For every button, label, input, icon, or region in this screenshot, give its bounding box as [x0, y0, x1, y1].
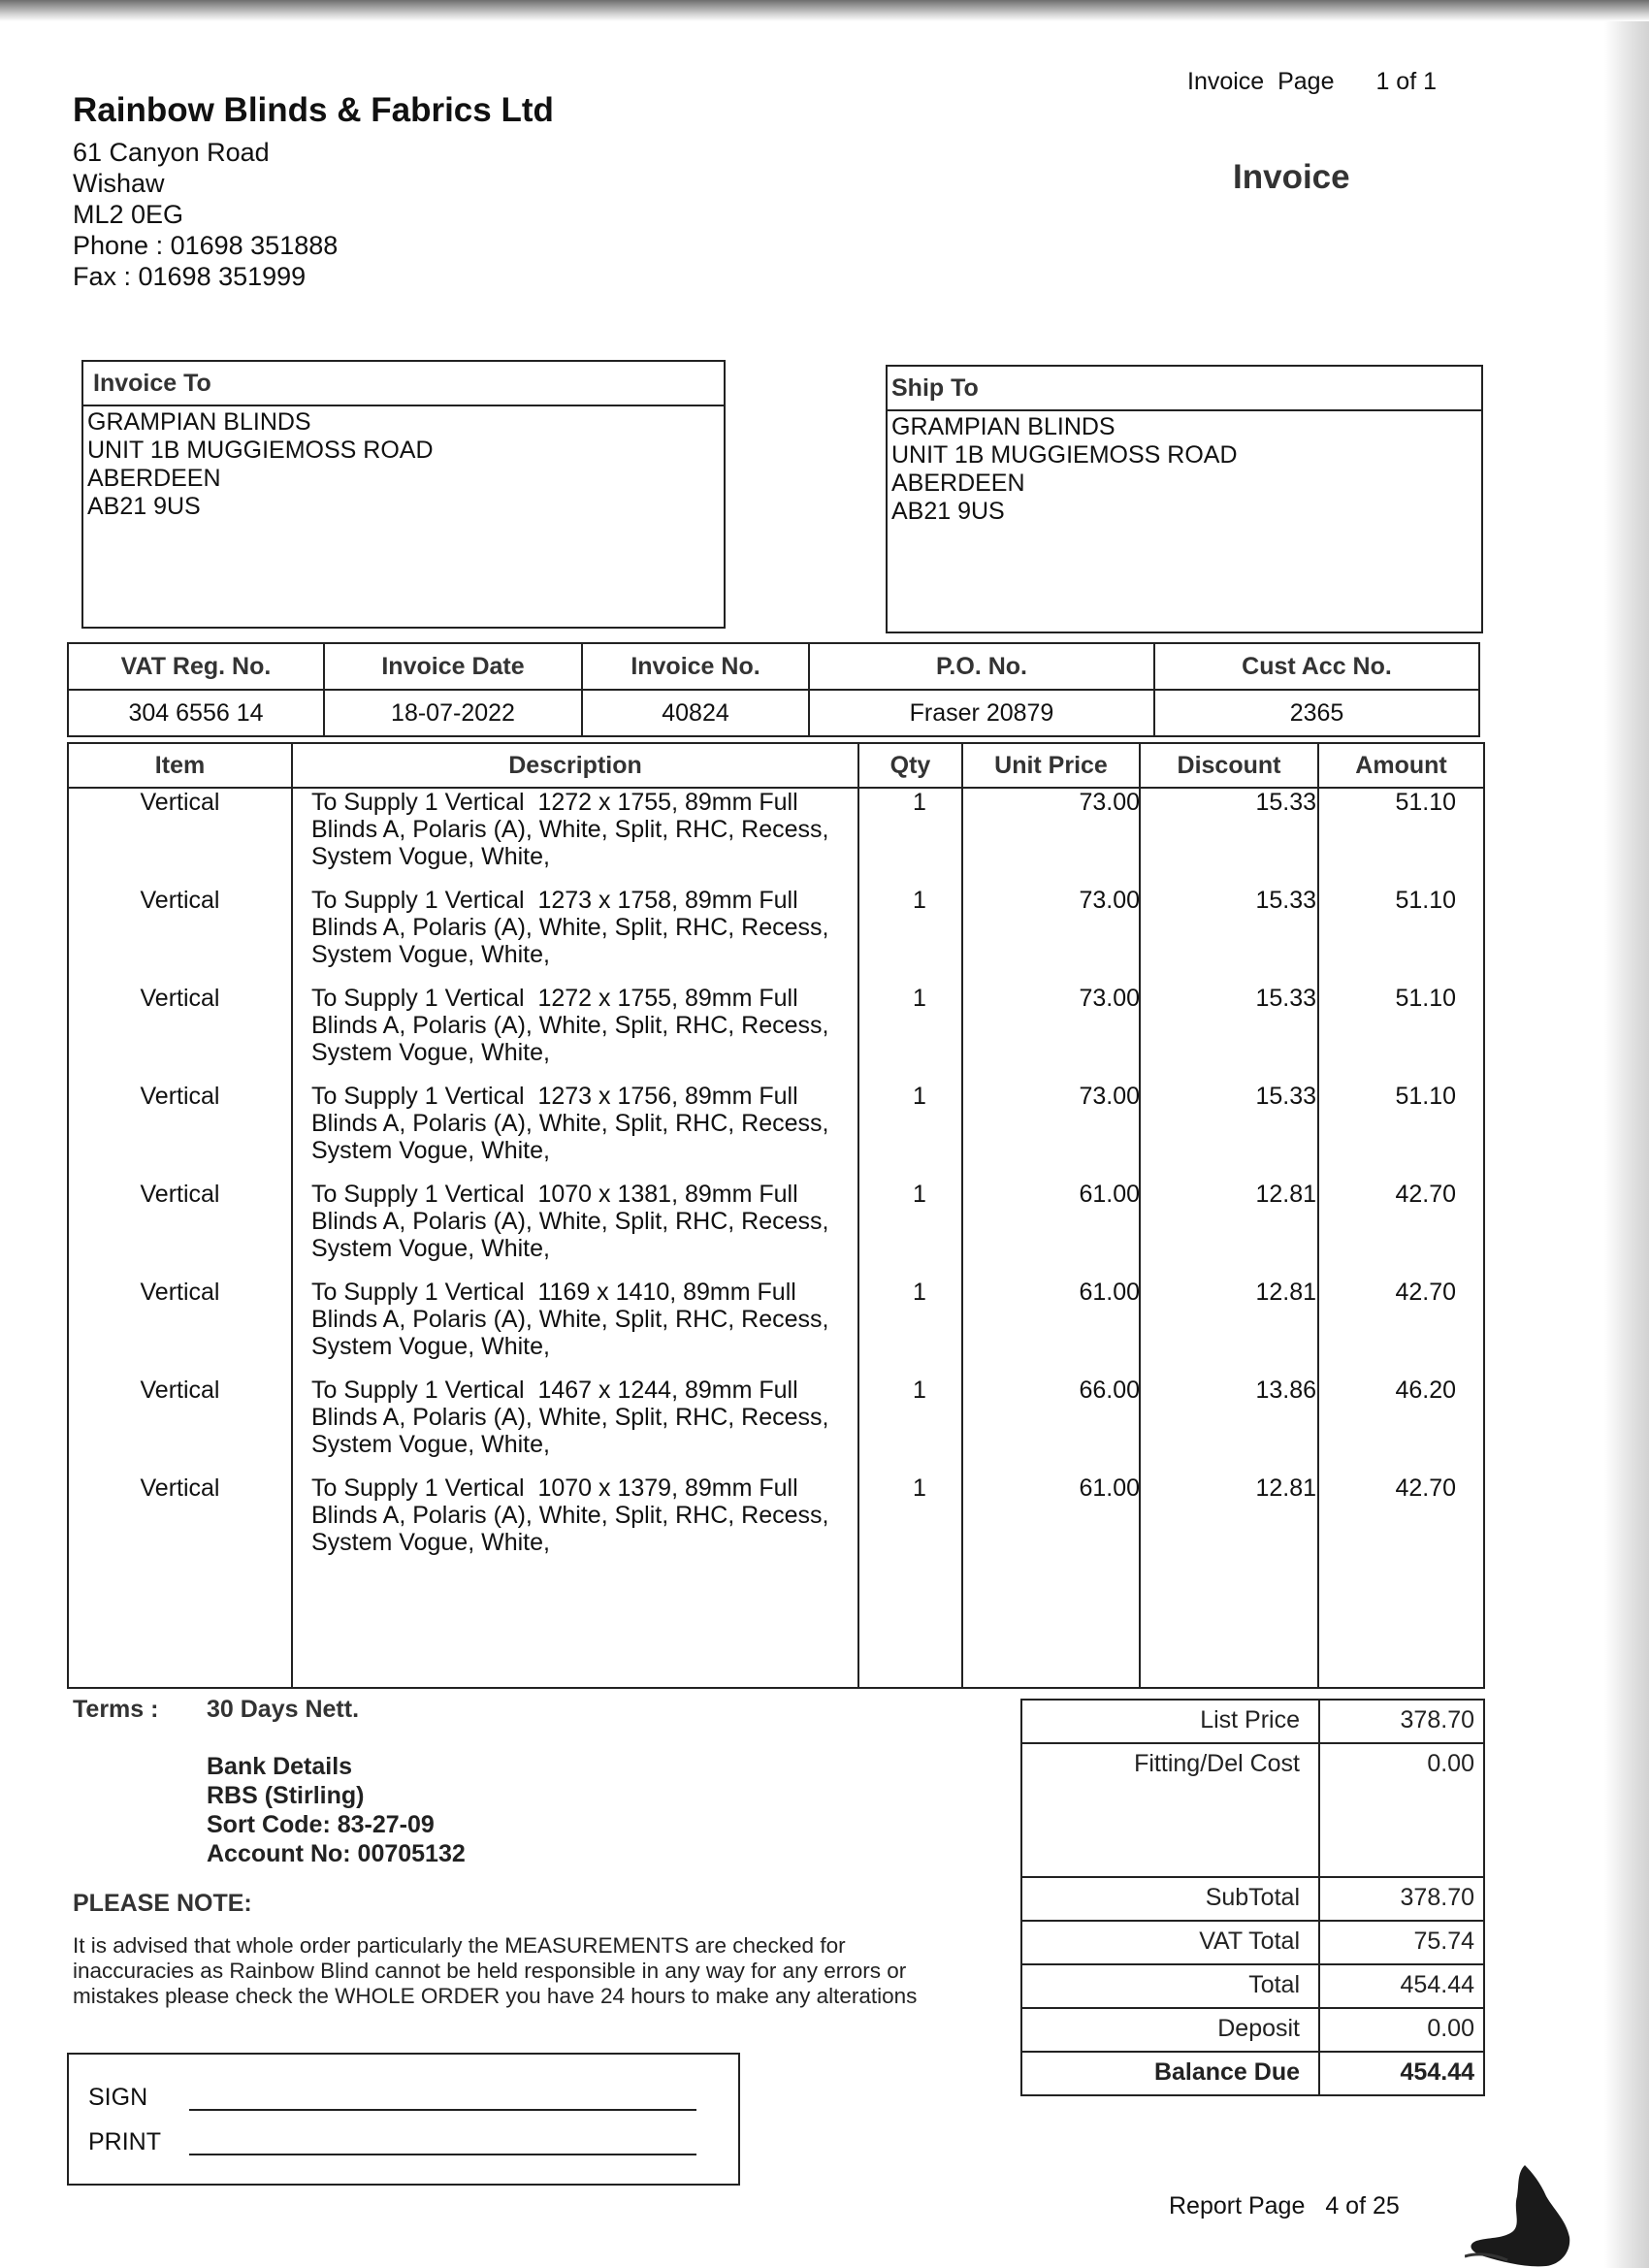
ship-to-address: [888, 413, 1481, 526]
subtotal-label: SubTotal: [1205, 1884, 1300, 1911]
signature-box: [67, 2053, 740, 2186]
invoice-to-address: [83, 408, 724, 521]
scan-right-edge: [1604, 21, 1649, 2268]
description-line: Blinds A, Polaris (A), White, Split, RHC, Recess,: [311, 816, 829, 843]
description-line: Blinds A, Polaris (A), White, Split, RHC, Recess,: [311, 914, 829, 941]
bank-details-heading: Bank Details: [207, 1753, 353, 1780]
document-title: Invoice: [1233, 158, 1350, 196]
description-line: System Vogue, White,: [311, 1235, 550, 1262]
note-title: PLEASE NOTE:: [73, 1890, 252, 1917]
amount-cell: 46.20: [1395, 1377, 1456, 1404]
item-cell: Vertical: [140, 1279, 220, 1306]
invoice-info-header-row: [68, 643, 1479, 690]
description-cell: [311, 789, 932, 870]
invoice-info-value-row: [68, 690, 1479, 736]
cust-acc-header: Cust Acc No.: [1154, 643, 1479, 690]
totals-table: [1020, 1699, 1485, 2096]
sign-label: SIGN: [88, 2084, 148, 2111]
unit-price-cell: 66.00: [1079, 1377, 1140, 1404]
description-column-header: Description: [508, 752, 642, 779]
item-column-header: Item: [154, 752, 206, 779]
description-line: To Supply 1 Vertical 1273 x 1756, 89mm Full: [311, 1083, 798, 1110]
unit-price-cell: 61.00: [1079, 1181, 1140, 1208]
table-row: [69, 1083, 1483, 1181]
description-line: To Supply 1 Vertical 1467 x 1244, 89mm Full: [311, 1377, 798, 1404]
ship-to-line: GRAMPIAN BLINDS: [891, 413, 1116, 440]
amount-cell: 42.70: [1395, 1279, 1456, 1306]
table-row: [69, 887, 1483, 985]
amount-cell: 51.10: [1395, 887, 1456, 914]
bank-details: [207, 1752, 466, 1868]
totals-row: [1022, 1744, 1483, 1878]
totals-row: [1022, 1922, 1483, 1965]
amount-cell: 51.10: [1395, 1083, 1456, 1110]
report-page-number: [1169, 2192, 1400, 2220]
description-line: To Supply 1 Vertical 1272 x 1755, 89mm Full: [311, 985, 798, 1012]
amount-cell: 51.10: [1395, 985, 1456, 1012]
description-cell: [311, 985, 932, 1066]
discount-cell: 12.81: [1255, 1474, 1316, 1502]
company-address-line: 61 Canyon Road: [73, 138, 270, 167]
description-line: To Supply 1 Vertical 1169 x 1410, 89mm Full: [311, 1279, 796, 1306]
terms-label: Terms :: [73, 1696, 159, 1723]
invoice-no-header: Invoice No.: [582, 643, 809, 690]
totals-row: [1022, 1701, 1483, 1744]
scan-top-edge: [0, 0, 1649, 21]
company-phone: Phone : 01698 351888: [73, 231, 339, 260]
discount-cell: 13.86: [1255, 1377, 1316, 1404]
ship-to-header: Ship To: [888, 367, 1481, 411]
note-text: [73, 1933, 965, 2009]
discount-column-header: Discount: [1177, 752, 1281, 779]
item-cell: Vertical: [140, 1181, 220, 1208]
account-number: Account No: 00705132: [207, 1840, 466, 1867]
description-line: System Vogue, White,: [311, 843, 550, 870]
amount-cell: 51.10: [1395, 789, 1456, 816]
description-line: Blinds A, Polaris (A), White, Split, RHC, Recess,: [311, 1110, 829, 1137]
bank-name: RBS (Stirling): [207, 1782, 365, 1809]
po-no-value: Fraser 20879: [809, 690, 1154, 736]
description-cell: [311, 1279, 932, 1360]
balance-due-label: Balance Due: [1153, 2058, 1300, 2086]
vat-total-label: VAT Total: [1199, 1928, 1300, 1955]
description-line: System Vogue, White,: [311, 1137, 550, 1164]
sort-code: Sort Code: 83-27-09: [207, 1811, 435, 1838]
balance-due-value: 454.44: [1400, 2058, 1474, 2086]
item-cell: Vertical: [140, 1377, 220, 1404]
qty-cell: 1: [913, 1474, 926, 1502]
discount-cell: 15.33: [1255, 789, 1316, 816]
totals-row: [1022, 2009, 1483, 2053]
table-row: [69, 985, 1483, 1083]
qty-cell: 1: [913, 1181, 926, 1208]
description-line: To Supply 1 Vertical 1070 x 1379, 89mm Full: [311, 1474, 798, 1502]
vat-total-value: 75.74: [1413, 1928, 1474, 1955]
qty-cell: 1: [913, 887, 926, 914]
amount-cell: 42.70: [1395, 1181, 1456, 1208]
sign-row: [88, 2084, 147, 2112]
item-cell: Vertical: [140, 887, 220, 914]
ship-to-box: [886, 365, 1483, 633]
description-line: To Supply 1 Vertical 1070 x 1381, 89mm Full: [311, 1181, 798, 1208]
ship-to-line: ABERDEEN: [891, 470, 1025, 497]
company-address-line: ML2 0EG: [73, 200, 184, 229]
qty-cell: 1: [913, 1083, 926, 1110]
po-no-header: P.O. No.: [809, 643, 1154, 690]
qty-cell: 1: [913, 1279, 926, 1306]
description-cell: [311, 1474, 932, 1556]
table-row: [69, 1181, 1483, 1279]
line-items: [69, 789, 1483, 1572]
invoice-page-number: [1187, 68, 1437, 96]
fitting-del-value: 0.00: [1427, 1750, 1474, 1777]
amount-column-header: Amount: [1355, 752, 1447, 779]
amount-cell: 42.70: [1395, 1474, 1456, 1502]
description-line: To Supply 1 Vertical 1272 x 1755, 89mm Full: [311, 789, 798, 816]
description-line: Blinds A, Polaris (A), White, Split, RHC, Recess,: [311, 1502, 829, 1529]
fitting-del-label: Fitting/Del Cost: [1134, 1750, 1300, 1777]
discount-cell: 12.81: [1255, 1279, 1316, 1306]
description-line: System Vogue, White,: [311, 941, 550, 968]
qty-cell: 1: [913, 1377, 926, 1404]
terms-value: 30 Days Nett.: [207, 1696, 360, 1723]
discount-cell: 12.81: [1255, 1181, 1316, 1208]
description-cell: [311, 887, 932, 968]
invoice-to-line: GRAMPIAN BLINDS: [87, 408, 311, 436]
discount-cell: 15.33: [1255, 985, 1316, 1012]
company-fax: Fax : 01698 351999: [73, 262, 307, 291]
totals-row: [1022, 1965, 1483, 2009]
unit-price-cell: 61.00: [1079, 1279, 1140, 1306]
description-cell: [311, 1181, 932, 1262]
description-line: System Vogue, White,: [311, 1333, 550, 1360]
report-page-value: 4 of 25: [1325, 2192, 1400, 2219]
total-value: 454.44: [1400, 1971, 1474, 1998]
invoice-page-value: 1 of 1: [1375, 68, 1438, 95]
table-row: [69, 789, 1483, 887]
description-cell: [311, 1083, 932, 1164]
totals-row: [1022, 1878, 1483, 1922]
invoice-to-header: Invoice To: [83, 362, 724, 406]
invoice-date-value: 18-07-2022: [324, 690, 582, 736]
subtotal-value: 378.70: [1400, 1884, 1474, 1911]
company-address-line: Wishaw: [73, 169, 165, 198]
item-cell: Vertical: [140, 1474, 220, 1502]
unit-price-cell: 73.00: [1079, 789, 1140, 816]
unit-price-cell: 73.00: [1079, 1083, 1140, 1110]
invoice-to-line: AB21 9US: [87, 493, 201, 520]
sign-line[interactable]: [189, 2109, 696, 2111]
note-line: inaccuracies as Rainbow Blind cannot be held responsible in any way for any errors or: [73, 1959, 907, 1983]
description-line: Blinds A, Polaris (A), White, Split, RHC, Recess,: [311, 1012, 829, 1039]
print-label: PRINT: [88, 2128, 161, 2155]
unit-price-cell: 73.00: [1079, 887, 1140, 914]
item-cell: Vertical: [140, 789, 220, 816]
description-line: System Vogue, White,: [311, 1039, 550, 1066]
vat-reg-header: VAT Reg. No.: [68, 643, 324, 690]
scan-smudge-mark: [1465, 2163, 1571, 2268]
discount-cell: 15.33: [1255, 887, 1316, 914]
unit-price-column-header: Unit Price: [994, 752, 1108, 779]
report-page-label: Report Page: [1169, 2192, 1306, 2219]
item-cell: Vertical: [140, 985, 220, 1012]
invoice-date-header: Invoice Date: [324, 643, 582, 690]
ship-to-line: UNIT 1B MUGGIEMOSS ROAD: [891, 441, 1238, 469]
description-line: Blinds A, Polaris (A), White, Split, RHC, Recess,: [311, 1306, 829, 1333]
invoice-no-value: 40824: [582, 690, 809, 736]
note-line: It is advised that whole order particularly the MEASUREMENTS are checked for: [73, 1933, 846, 1958]
description-line: To Supply 1 Vertical 1273 x 1758, 89mm Full: [311, 887, 798, 914]
qty-column-header: Qty: [889, 752, 931, 779]
description-line: System Vogue, White,: [311, 1431, 550, 1458]
discount-cell: 15.33: [1255, 1083, 1316, 1110]
table-row: [69, 1377, 1483, 1474]
total-label: Total: [1248, 1971, 1300, 1998]
unit-price-cell: 73.00: [1079, 985, 1140, 1012]
cust-acc-value: 2365: [1154, 690, 1479, 736]
deposit-value: 0.00: [1427, 2015, 1474, 2042]
invoice-page-label: Invoice Page: [1187, 68, 1335, 95]
list-price-label: List Price: [1200, 1706, 1300, 1733]
qty-cell: 1: [913, 985, 926, 1012]
unit-price-cell: 61.00: [1079, 1474, 1140, 1502]
totals-row: [1022, 2053, 1483, 2094]
ship-to-line: AB21 9US: [891, 498, 1005, 525]
description-line: System Vogue, White,: [311, 1529, 550, 1556]
note-line: mistakes please check the WHOLE ORDER you have 24 hours to make any alterations: [73, 1984, 918, 2008]
company-address: [73, 137, 338, 292]
invoice-to-line: ABERDEEN: [87, 465, 221, 492]
deposit-label: Deposit: [1217, 2015, 1300, 2042]
table-row: [69, 1279, 1483, 1377]
invoice-to-box: [81, 360, 726, 629]
table-row: [69, 1474, 1483, 1572]
print-row: [88, 2128, 161, 2156]
invoice-info-table: [67, 642, 1480, 737]
print-line[interactable]: [189, 2154, 696, 2155]
line-items-table: [67, 742, 1485, 1689]
description-cell: [311, 1377, 932, 1458]
invoice-to-line: UNIT 1B MUGGIEMOSS ROAD: [87, 437, 434, 464]
description-line: Blinds A, Polaris (A), White, Split, RHC, Recess,: [311, 1404, 829, 1431]
item-cell: Vertical: [140, 1083, 220, 1110]
vat-reg-value: 304 6556 14: [68, 690, 324, 736]
description-line: Blinds A, Polaris (A), White, Split, RHC, Recess,: [311, 1208, 829, 1235]
company-name: Rainbow Blinds & Fabrics Ltd: [73, 91, 554, 129]
list-price-value: 378.70: [1400, 1706, 1474, 1733]
qty-cell: 1: [913, 789, 926, 816]
